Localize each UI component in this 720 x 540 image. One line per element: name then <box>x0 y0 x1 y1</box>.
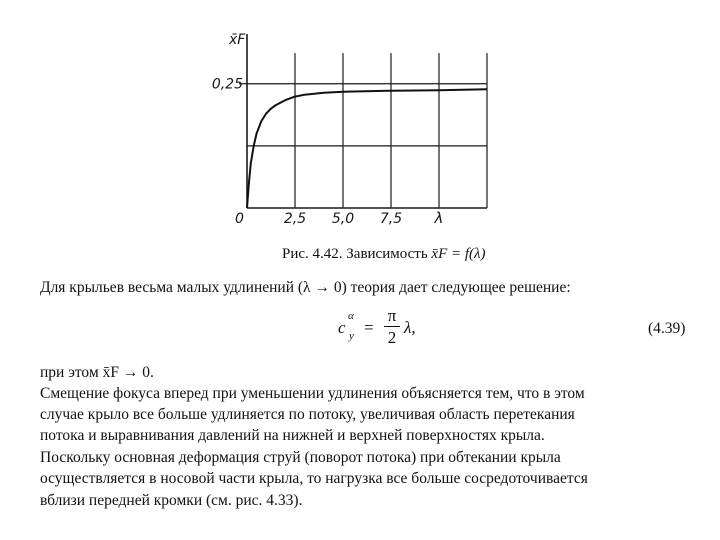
formula-lhs: c <box>338 318 346 337</box>
formula-numerator: π <box>384 306 400 327</box>
x-tick-label: 5,0 <box>331 211 355 227</box>
y-axis-label: x̄F <box>229 32 246 48</box>
figure-caption <box>282 246 486 263</box>
paragraph-line: потока и выравнивания давлений на нижней и верхней поверхностях крыла. <box>40 427 545 444</box>
chart-axes <box>239 34 487 208</box>
x-tick-label: 7,5 <box>379 211 403 227</box>
formula-equals: = <box>364 318 374 337</box>
paragraph-line: Смещение фокуса вперед при уменьшении удлинения объясняется тем, что в этом <box>40 385 585 402</box>
paragraph-line: осуществляется в носовой части крыла, то нагрузка все больше сосредоточивается <box>40 470 588 487</box>
series-line <box>247 89 487 208</box>
equation-number: (4.39) <box>648 320 686 337</box>
formula-fraction <box>384 306 400 349</box>
caption-prefix: Рис. 4.42. Зависимость <box>282 246 428 262</box>
x-tick-label: 0 <box>235 211 244 227</box>
formula-subscript: y <box>349 330 354 342</box>
formula-denominator: 2 <box>387 328 397 347</box>
paragraph-line: Поскольку основная деформация струй (поворот потока) при обтекании крыла <box>40 449 561 466</box>
y-tick-label: 0,25 <box>211 76 243 93</box>
caption-function: x̄F = f(λ) <box>431 246 486 262</box>
paragraph-line: случае крыло все больше удлиняется по потоку, увеличивая область перетекания <box>40 406 575 423</box>
x-axis-label: λ <box>434 209 444 227</box>
x-tick-label: 2,5 <box>283 211 307 227</box>
paragraph-line-1: Для крыльев весьма малых удлинений (λ → 0) теория дает следующее решение: <box>40 279 571 296</box>
chart <box>0 0 720 240</box>
paragraph-line-prior: при этом x̄F → 0. <box>40 364 154 381</box>
paragraph-line: вблизи передней кромки (см. рис. 4.33). <box>40 492 303 509</box>
chart-grid <box>247 53 487 208</box>
formula-superscript: α <box>348 310 354 322</box>
chart-series <box>247 89 487 208</box>
formula-rhs: λ, <box>404 318 416 337</box>
